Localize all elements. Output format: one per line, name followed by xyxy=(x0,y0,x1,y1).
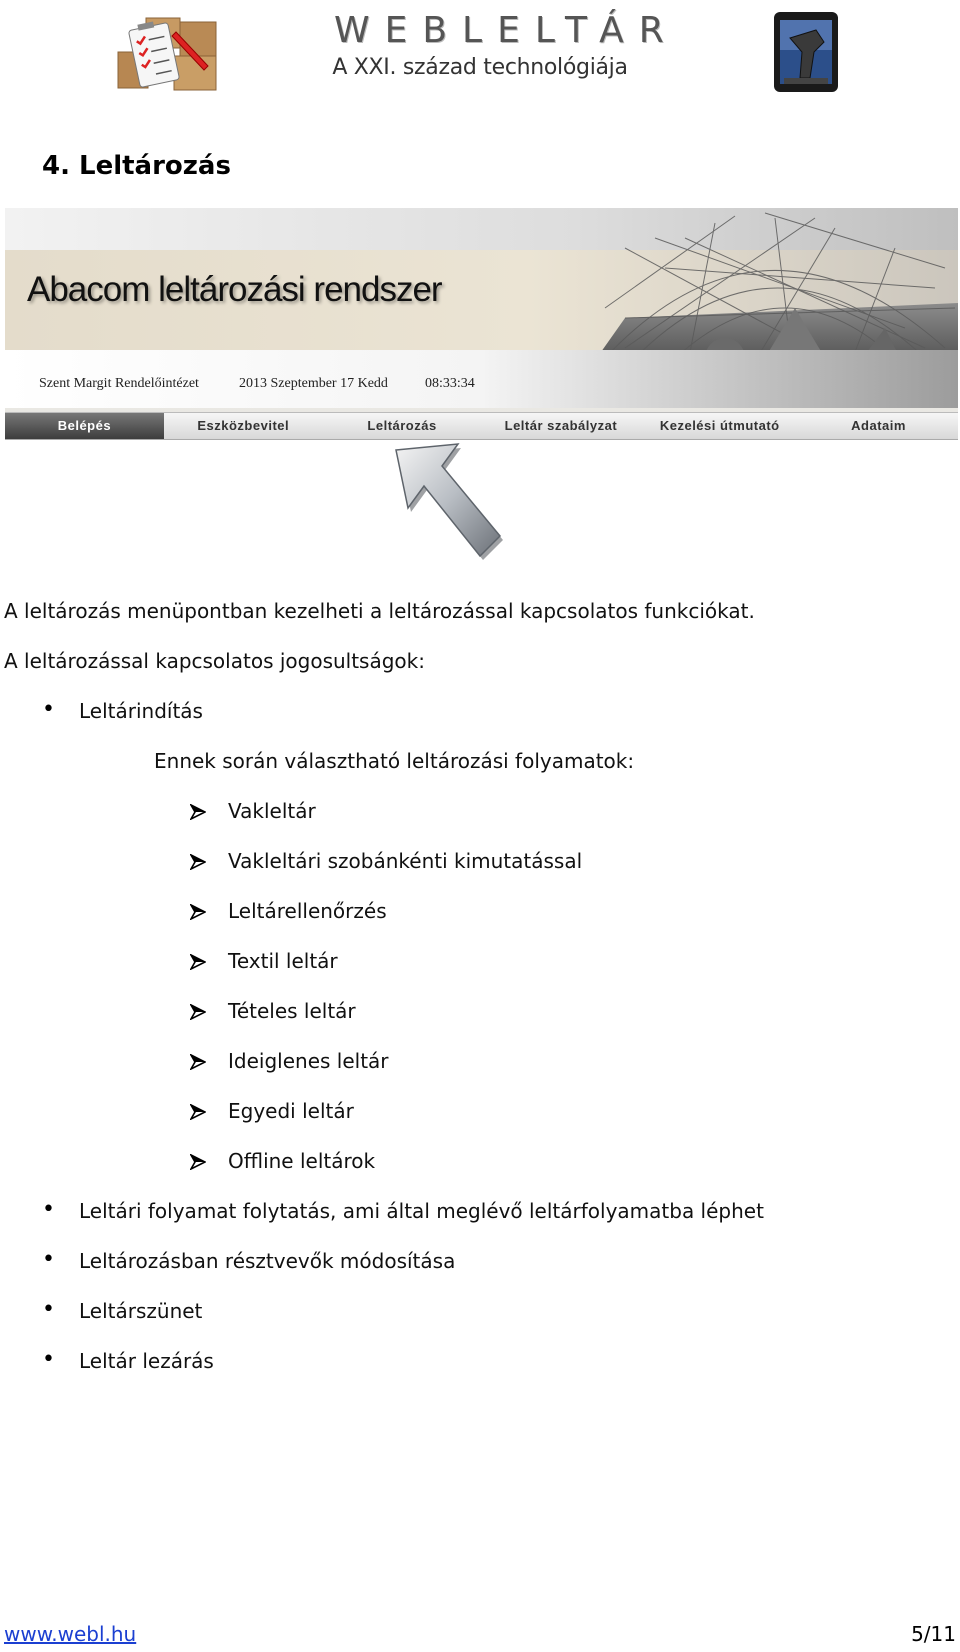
section-title: 4. Leltározás xyxy=(42,151,231,181)
arrowhead-bullet-icon xyxy=(190,1004,206,1020)
app-screenshot-banner xyxy=(5,208,958,440)
process-item: Vakleltár xyxy=(228,799,316,823)
process-subheading: Ennek során választható leltározási folyamatok: xyxy=(154,749,635,773)
bullet-item: Leltárszünet xyxy=(79,1299,203,1323)
nav-item-adataim[interactable]: Adataim xyxy=(851,418,906,433)
arrowhead-bullet-icon xyxy=(190,904,206,920)
barcode-scanner-logo xyxy=(770,8,842,96)
bullet-dot: • xyxy=(42,1197,55,1222)
bullet-item: Leltár lezárás xyxy=(79,1349,214,1373)
nav-item-leltar-szabalyzat[interactable]: Leltár szabályzat xyxy=(504,418,618,433)
process-item: Ideiglenes leltár xyxy=(228,1049,389,1073)
arrowhead-bullet-icon xyxy=(190,804,206,820)
bullet-dot: • xyxy=(42,1297,55,1322)
process-item: Egyedi leltár xyxy=(228,1099,354,1123)
nav-item-leltarozas[interactable]: Leltározás xyxy=(367,418,437,433)
process-item: Vakleltári szobánkénti kimutatással xyxy=(228,849,583,873)
brand-tagline: A XXI. század technológiája xyxy=(332,55,628,80)
brand-name: WEBLELTÁR xyxy=(334,10,679,51)
rights-heading: A leltározással kapcsolatos jogosultságok: xyxy=(4,649,425,673)
arrowhead-bullet-icon xyxy=(190,1054,206,1070)
arrowhead-bullet-icon xyxy=(190,1154,206,1170)
bullet-leltarinditas: Leltárindítás xyxy=(79,699,203,723)
document-header xyxy=(0,0,960,100)
nav-item-kezelesi-utmutato[interactable]: Kezelési útmutató xyxy=(659,418,780,433)
inventory-boxes-logo xyxy=(116,12,220,94)
pointer-arrow-icon xyxy=(388,440,506,562)
brand-logo xyxy=(320,10,679,82)
bullet-dot: • xyxy=(42,1247,55,1272)
bullet-dot: • xyxy=(42,697,55,722)
process-item: Leltárellenőrzés xyxy=(228,899,387,923)
page-number: 5/11 xyxy=(911,1622,956,1646)
footer-website-link[interactable]: www.webl.hu xyxy=(4,1622,137,1646)
bullet-dot: • xyxy=(42,1347,55,1372)
current-date: 2013 Szeptember 17 Kedd xyxy=(239,376,388,391)
arrowhead-bullet-icon xyxy=(190,954,206,970)
process-item: Offline leltárok xyxy=(228,1149,376,1173)
process-item: Textil leltár xyxy=(228,949,338,973)
bullet-item: Leltári folyamat folytatás, ami által meglévő leltárfolyamatba léphet xyxy=(79,1199,764,1223)
institution-name: Szent Margit Rendelőintézet xyxy=(39,376,199,391)
process-item: Tételes leltár xyxy=(228,999,356,1023)
arrowhead-bullet-icon xyxy=(190,854,206,870)
arrowhead-bullet-icon xyxy=(190,1104,206,1120)
bullet-item: Leltározásban résztvevők módosítása xyxy=(79,1249,456,1273)
nav-item-eszkozbevitel[interactable]: Eszközbevitel xyxy=(197,418,290,433)
nav-item-belepes[interactable]: Belépés xyxy=(5,413,164,439)
intro-text: A leltározás menüpontban kezelheti a leltározással kapcsolatos funkciókat. xyxy=(4,599,755,623)
current-time: 08:33:34 xyxy=(425,376,475,391)
app-title: Abacom leltározási rendszer xyxy=(27,270,442,309)
app-nav-bar xyxy=(5,412,958,440)
